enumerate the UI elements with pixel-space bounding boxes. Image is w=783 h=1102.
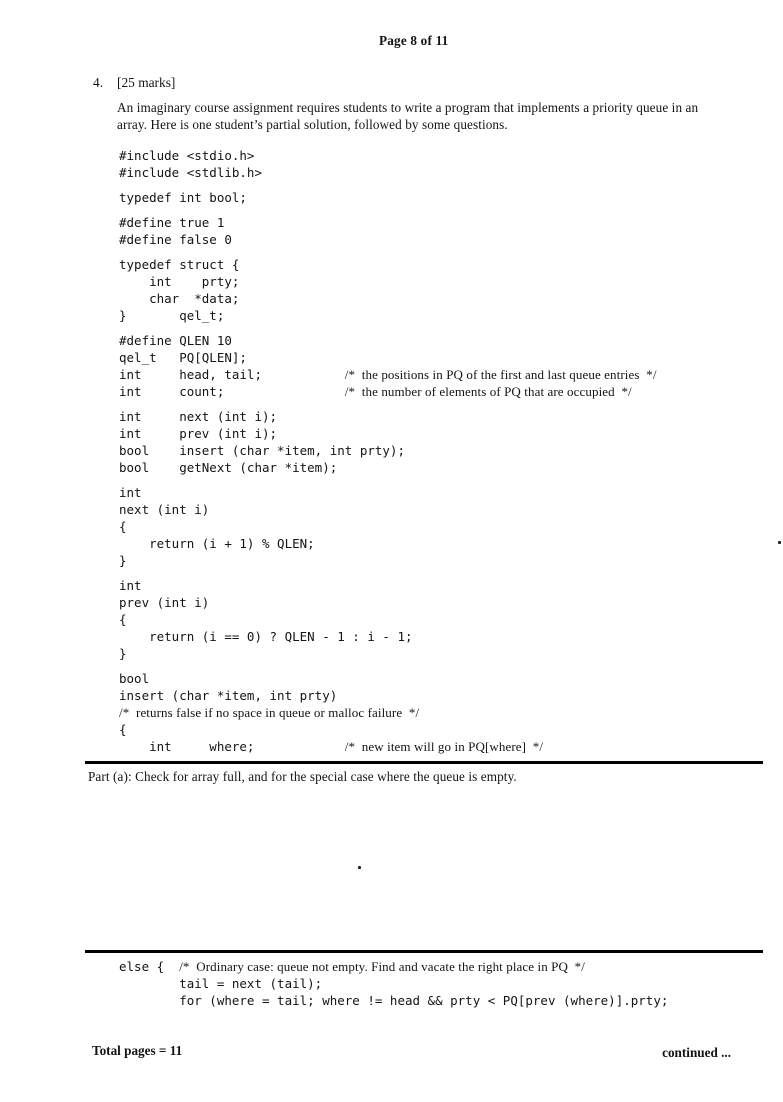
- code-line: [119, 164, 657, 181]
- question-number: 4.: [93, 75, 104, 90]
- code-line: [119, 594, 657, 611]
- code-text: int next (int i);: [119, 409, 278, 424]
- code-text: bool insert (char *item, int prty);: [119, 443, 405, 458]
- code-text: int count;: [119, 384, 345, 399]
- code-gap: [119, 248, 657, 256]
- code-text: qel_t PQ[QLEN];: [119, 350, 247, 365]
- code-gap: [119, 400, 657, 408]
- code-comment: /* the number of elements of PQ that are occupied */: [344, 384, 632, 399]
- continuation-divider: [85, 950, 763, 953]
- code-line: [119, 611, 657, 628]
- code-text: {: [119, 722, 127, 737]
- code-line: [119, 189, 657, 206]
- code-text: {: [119, 519, 127, 534]
- question-marks: [25 marks]: [117, 75, 176, 90]
- code-line: [119, 552, 657, 569]
- code-text: for (where = tail; where != head && prty < PQ[prev (where)].prty;: [119, 993, 669, 1008]
- code-line: [119, 704, 657, 721]
- page-header: Page 8 of 11: [379, 33, 449, 48]
- code-line: [119, 349, 657, 366]
- code-line: [119, 147, 657, 164]
- code-text: #include <stdlib.h>: [119, 165, 262, 180]
- code-gap: [119, 569, 657, 577]
- code-line: [119, 975, 668, 992]
- code-text: typedef int bool;: [119, 190, 247, 205]
- code-text: next (int i): [119, 502, 210, 517]
- code-comment: /* Ordinary case: queue not empty. Find and vacate the right place in PQ */: [179, 959, 585, 974]
- code-text: char *data;: [119, 291, 240, 306]
- code-line: [119, 214, 657, 231]
- code-text: int: [119, 578, 142, 593]
- code-line: [119, 518, 657, 535]
- code-line: [119, 501, 657, 518]
- code-line: [119, 290, 657, 307]
- part-a-label: Part (a): Check for array full, and for the special case where the queue is empty.: [88, 769, 517, 784]
- code-text: int head, tail;: [119, 367, 345, 382]
- code-line: [119, 366, 657, 383]
- code-line: [119, 628, 657, 645]
- code-gap: [119, 662, 657, 670]
- code-line: [119, 738, 657, 755]
- footer-continued: continued ...: [662, 1045, 731, 1060]
- code-line: [119, 408, 657, 425]
- code-text: insert (char *item, int prty): [119, 688, 338, 703]
- code-line: [119, 425, 657, 442]
- code-line: [119, 383, 657, 400]
- code-gap: [119, 324, 657, 332]
- code-line: [119, 577, 657, 594]
- code-line: [119, 645, 657, 662]
- intro-line: array. Here is one student’s partial solution, followed by some questions.: [117, 117, 508, 132]
- code-line: [119, 484, 657, 501]
- code-gap: [119, 476, 657, 484]
- code-gap: [119, 206, 657, 214]
- code-line: [119, 721, 657, 738]
- code-text: prev (int i): [119, 595, 210, 610]
- code-text: #define false 0: [119, 232, 232, 247]
- code-line: [119, 670, 657, 687]
- code-text: tail = next (tail);: [119, 976, 323, 991]
- code-line: [119, 231, 657, 248]
- code-text: int prev (int i);: [119, 426, 278, 441]
- code-line: [119, 256, 657, 273]
- code-text: int: [119, 485, 142, 500]
- code-text: #include <stdio.h>: [119, 148, 255, 163]
- code-text: } qel_t;: [119, 308, 225, 323]
- intro-paragraph: [117, 99, 698, 133]
- code-line: [119, 307, 657, 324]
- intro-line: An imaginary course assignment requires students to write a program that implements a priority queue in an: [117, 100, 699, 115]
- code-line: [119, 535, 657, 552]
- code-continuation: [119, 958, 668, 1009]
- code-text: #define QLEN 10: [119, 333, 232, 348]
- code-comment: /* returns false if no space in queue or malloc failure */: [119, 705, 420, 720]
- code-line: [119, 273, 657, 290]
- code-text: }: [119, 553, 127, 568]
- code-text: bool: [119, 671, 150, 686]
- code-text: int prty;: [119, 274, 240, 289]
- code-listing: [119, 147, 657, 755]
- code-line: [119, 332, 657, 349]
- code-text: else {: [119, 959, 180, 974]
- code-comment: /* new item will go in PQ[where] */: [344, 739, 544, 754]
- scan-speck: [358, 866, 361, 869]
- scan-speck: [778, 541, 781, 544]
- footer-total-pages: Total pages = 11: [92, 1043, 183, 1058]
- code-line: [119, 442, 657, 459]
- code-text: bool getNext (char *item);: [119, 460, 338, 475]
- code-text: return (i == 0) ? QLEN - 1 : i - 1;: [119, 629, 413, 644]
- code-text: int where;: [119, 739, 345, 754]
- code-comment: /* the positions in PQ of the first and last queue entries */: [344, 367, 657, 382]
- code-text: #define true 1: [119, 215, 225, 230]
- code-line: [119, 687, 657, 704]
- part-a-divider: [85, 761, 763, 764]
- code-text: return (i + 1) % QLEN;: [119, 536, 315, 551]
- code-line: [119, 459, 657, 476]
- code-gap: [119, 181, 657, 189]
- code-line: [119, 958, 668, 975]
- code-text: {: [119, 612, 127, 627]
- code-line: [119, 992, 668, 1009]
- code-text: }: [119, 646, 127, 661]
- code-text: typedef struct {: [119, 257, 240, 272]
